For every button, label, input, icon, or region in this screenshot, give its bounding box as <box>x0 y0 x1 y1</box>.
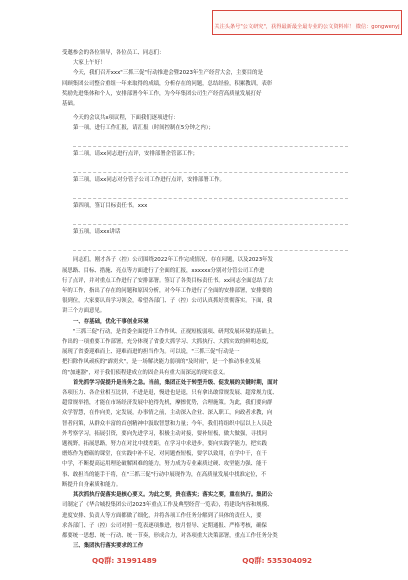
agenda-item-5 <box>73 227 348 251</box>
section-1-line: 展现了省委迎难而上、迎难而进的担当作为。可以说，"三抓三促"行动是一 <box>62 349 240 356</box>
agenda-item-text: 第三项，请xx同志对分管子公司工作进行点评，安排部署工作。 <box>73 177 225 184</box>
footer-qq-group-2[interactable]: QQ群: 535304092 <box>242 556 312 565</box>
agenda-item-4 <box>73 201 348 225</box>
section-1b-line: 磨炼作为磨砺的课堂，在实践中补不足、对问题查短板，要学以致用，在学中干，在干 <box>62 451 267 458</box>
intro-line: 今天，我们召开xxx"三抓三促"行动推进会暨2023年生产经营大会，主要目的是 <box>73 70 263 77</box>
agenda-item-2 <box>73 149 348 173</box>
section-1-line: "三抓三促"行动，是省委全面提升工作作风、正视短板弱项、研判发展环境的基础上， <box>73 328 278 335</box>
agenda-intro: 今天的会议共x项议程，下面我们逐项进行： <box>73 115 179 122</box>
summary-line: 年的工作，指出了存在的问题和原因分析，对今年工作进行了全面的安排部署，安排要的 <box>62 288 273 295</box>
intro-line: 基础。 <box>62 101 79 108</box>
section-3-heading: 三、集团执行落实要求的工作 <box>73 543 144 550</box>
agenda-item-3 <box>73 175 348 199</box>
section-2-line: 求各部门、子（控）公司对照一览表逐项推进，按月督导、定期通报、严格考核，确保 <box>62 522 267 529</box>
document-body <box>62 48 348 551</box>
section-1b-line: 中学，不断提高运用理论破解困难的能力，努力成为专业素质过硬、攻坚能力强、能干 <box>62 461 267 468</box>
footer <box>92 556 312 566</box>
section-1b-line: 众学智慧，在作向美，定发展，办事情之前，主动深入企业、深入职工，向政者求教，向 <box>62 410 273 417</box>
section-1-line: 的"加速器"，对于我们侦程建成立的固企具有重大而深远的现实意义。 <box>62 369 229 376</box>
section-1b-line: 各项压力、各企业相互比拼，不进是退，慢进也是退，只有拿出敢常规发展、超常规力度、 <box>62 390 278 397</box>
section-1b-line: 题视野，拓展思路，努力在对比中找差距，在学习中求进步，要向实践学能力，把实践 <box>62 441 267 448</box>
section-1b-line: 断提升自身素质和能力。 <box>62 481 122 488</box>
intro-line: 回顾集团公司整合重组一年来取得的成绩，分析存在的问题，总结经验，积累教训，表彰 <box>62 80 273 87</box>
agenda-item-text: 第四项，签订目标责任书。xxx <box>73 203 148 210</box>
header-banner[interactable] <box>212 10 402 35</box>
summary-line: 同志们，刚才各子（控）公司围绕2022年工作完成情况、存在问题，以及2023年发 <box>73 257 273 264</box>
section-1b-line: 智者问策，从群众丰富的首创精神中汲取智慧和力量；今年，我们将组织中层以上人员赴 <box>62 420 273 427</box>
agenda-item-text: 第一项，进行工作汇报，请汇报（时间控制在5分钟之内）； <box>73 125 214 132</box>
summary-line: 行了点评，并对重点工作进行了安排部署。签订了各类目标责任书。xx同志全面总结了去 <box>62 277 274 284</box>
agenda-item-text: 第二项，请xx同志进行点评，安排部署企管部工作； <box>73 151 198 158</box>
section-1-line: 作出的一项重要工作部署，充分体现了省委大抓学习、大抓执行、大抓实效的鲜明态度， <box>62 339 273 346</box>
section-1b-line: 事、敢担当的能手干将，在"三抓三促"行动中展现作为，在高质量发展中找准定位，不 <box>62 471 267 478</box>
footer-qq-group-1[interactable]: QQ群: 31991489 <box>92 556 157 565</box>
section-2-line: 进度安排、负责人等方面都做了细化，并将各项工作任务分解到了具体的责任人，要 <box>62 512 262 519</box>
section-1b-line: 首先抓学习促提升是当务之急。当前，集团正处于转型升级、促发展的关键时期，面对 <box>73 379 278 386</box>
agenda-item-1 <box>73 123 348 147</box>
section-2-line: 其次抓执行促落实是核心要义。为此之要，贵在落实；落实之要，重在执行。集团公 <box>73 492 273 499</box>
section-1-line: 把扫除作风顽疾的"霹雳火"，是一场解决能力弱项的"及时雨"，是一个推动事业发展 <box>62 359 261 366</box>
greeting: 大家上午好！ <box>73 60 106 67</box>
summary-line: 讲三个方面意见。 <box>62 308 106 315</box>
summary-line: 很到位，大家要认真学习领会，希望各部门、子（控）公司认真抓好贯彻落实。下面，我 <box>62 298 273 305</box>
summary-line: 展思路、目标、措施、亮点等方面进行了全面的汇报，xxxxxx分别对分管公司工作进 <box>62 267 265 274</box>
section-2-line: 都要统一思想、统一行动、统一节奏，形成合力，对各项重大决策部署，重点工作任务分类 <box>62 532 278 539</box>
section-1-heading: 一、存基础，优化干事创业环境 <box>73 318 149 325</box>
agenda-item-text: 第五项，请xxx讲话 <box>73 229 121 236</box>
section-2-line: 司制定了《华合城投集团公司2023年重点工作及典型经营一览表》，将建设内容和规模、 <box>62 502 273 509</box>
salutation: 受邀参会的各位领导，各位员工、同志们： <box>62 50 165 56</box>
section-1b-line: 外考察学习，拓展引资，要向先进学习，积极主动对接，要补短板，做大做强，寻找问 <box>62 430 267 437</box>
header-banner-text: 关注头条号"公文研究"，获得最新最全最专业的公文资料库！ 微信：gongwenyj <box>214 24 400 30</box>
section-1b-line: 超常规举措，才能在市场经济发展中抢得先机，摩擦优势，合理施策。为此，我们要向群 <box>62 400 273 407</box>
intro-line: 奖励先进集体和个人，安排部署今年工作，为今年集团公司生产经营高质量发展打好 <box>62 90 262 97</box>
